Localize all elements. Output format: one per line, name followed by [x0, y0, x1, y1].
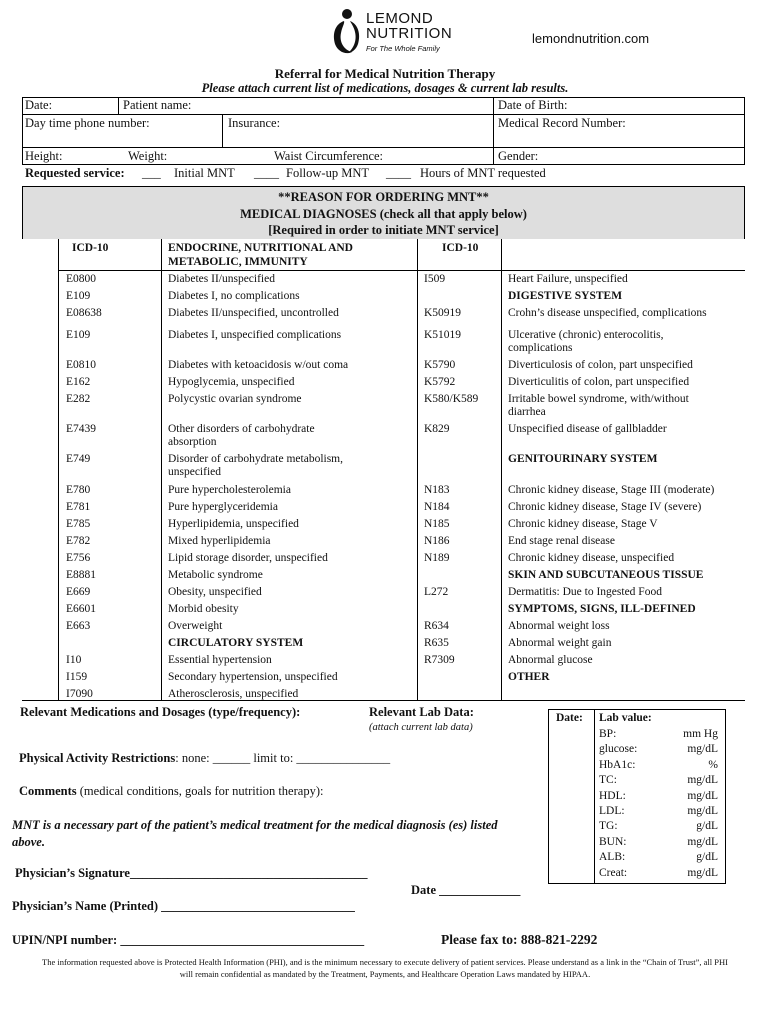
icd-code-right[interactable]: I509 — [424, 273, 446, 285]
patient-info-block — [22, 97, 745, 185]
phone-field[interactable]: Day time phone number: — [25, 116, 150, 130]
diagnosis-description: Atherosclerosis, unspecified — [168, 688, 299, 700]
mnt-statement: MNT is a necessary part of the patient’s medical treatment for the medical diagnosis (es) listed above. — [12, 818, 498, 849]
lab-name: TG: — [599, 820, 618, 833]
section-heading: GENITOURINARY SYSTEM — [508, 453, 658, 465]
diagnosis-description-cont: diarrhea — [508, 406, 546, 418]
diagnosis-description: Irritable bowel syndrome, with/without — [508, 393, 689, 405]
icd-code-left[interactable]: E109 — [66, 329, 91, 341]
icd-code-right[interactable]: N189 — [424, 552, 450, 564]
icd-code-left[interactable]: E109 — [66, 290, 91, 302]
icd-code-right[interactable]: N185 — [424, 518, 450, 530]
diagnosis-description: Chronic kidney disease, unspecified — [508, 552, 675, 564]
icd-code-right[interactable]: L272 — [424, 586, 449, 598]
diagnosis-description: Disorder of carbohydrate metabolism, — [168, 453, 343, 465]
form-title: Referral for Medical Nutrition Therapy — [274, 66, 496, 81]
diagnosis-description: Diverticulitis of colon, part unspecified — [508, 376, 690, 388]
lab-unit[interactable]: mg/dL — [687, 805, 718, 817]
diagnosis-description: Polycystic ovarian syndrome — [168, 393, 302, 405]
logo-wordmark: LEMOND NUTRITION — [366, 10, 453, 42]
form-subtitle: Please attach current list of medications, dosages & current lab results. — [201, 81, 569, 95]
diagnosis-description: Pure hypercholesterolemia — [168, 484, 291, 496]
lab-name: BP: — [599, 728, 617, 740]
icd-code-left[interactable]: E282 — [66, 393, 91, 405]
icd-code-left[interactable]: E782 — [66, 535, 91, 547]
patient-name-field[interactable]: Patient name: — [123, 98, 192, 112]
date-signature-line[interactable]: Date _____________ — [411, 883, 521, 897]
physician-signature-line[interactable]: Physician’s Signature______________________________________ — [15, 866, 368, 880]
section-heading: SKIN AND SUBCUTANEOUS TISSUE — [508, 569, 704, 581]
endocrine-header-1: ENDOCRINE, NUTRITIONAL AND — [168, 242, 353, 254]
diagnosis-description-cont: unspecified — [168, 466, 222, 478]
diagnosis-description: Diverticulosis of colon, part unspecified — [508, 359, 693, 371]
icd-code-right[interactable]: R7309 — [424, 654, 455, 666]
icd-code-left[interactable]: E7439 — [66, 423, 97, 435]
icd-code-left[interactable]: E663 — [66, 620, 91, 632]
icd-code-right[interactable]: R635 — [424, 637, 449, 649]
lab-unit[interactable]: mg/dL — [687, 789, 718, 802]
diagnosis-description: Ulcerative (chronic) enterocolitis, — [508, 329, 664, 341]
icd-code-left[interactable]: I10 — [66, 654, 82, 666]
diagnosis-description: Other disorders of carbohydrate — [168, 423, 315, 435]
initial-mnt-label: Initial MNT — [174, 166, 235, 180]
diagnosis-description: Abnormal weight loss — [508, 620, 610, 632]
diagnosis-description: Unspecified disease of gallbladder — [508, 423, 667, 435]
hipaa-disclaimer: The information requested above is Protected Health Information (PHI), and is the minimum necessary to execute delivery of patient services. Please understand as a link in the “Chain of Trust”, all PHI will remain confidential as mandated by the Treatment, Payments, and Healthcare Operation Laws mandated by HIPAA. — [42, 957, 728, 979]
section-heading: OTHER — [508, 671, 550, 683]
initial-mnt-blank[interactable]: ___ — [142, 166, 161, 180]
icd-code-right[interactable]: K50919 — [424, 307, 462, 319]
icd-code-left[interactable]: E749 — [66, 453, 91, 465]
lab-name: LDL: — [599, 805, 625, 817]
section-heading: CIRCULATORY SYSTEM — [168, 637, 304, 649]
icd-code-left[interactable]: E669 — [66, 586, 91, 598]
diagnosis-description: Chronic kidney disease, Stage IV (severe) — [508, 501, 702, 513]
activity-restrictions[interactable]: Physical Activity Restrictions: none: ______ limit to: _______________ — [19, 751, 391, 765]
icd-code-right[interactable]: K5790 — [424, 359, 456, 371]
date-field[interactable]: Date: — [25, 98, 53, 112]
lab-value-header: Lab value: — [599, 712, 652, 724]
diagnoses-table — [22, 186, 745, 701]
lab-date-header: Date: — [556, 712, 583, 724]
fax-number: Please fax to: 888-821-2292 — [441, 932, 598, 947]
icd-code-left[interactable]: E08638 — [66, 307, 102, 319]
lab-unit[interactable]: % — [708, 758, 718, 771]
website-url: lemondnutrition.com — [532, 31, 650, 46]
section-heading: DIGESTIVE SYSTEM — [508, 290, 623, 302]
icd-code-right[interactable]: K5792 — [424, 376, 456, 388]
diagnosis-description: Chronic kidney disease, Stage III (moderate) — [508, 484, 715, 496]
diagnosis-description: Diabetes II/unspecified — [168, 273, 275, 285]
mrn-field[interactable]: Medical Record Number: — [498, 116, 626, 130]
diagnosis-description: Hypoglycemia, unspecified — [168, 376, 295, 388]
lab-name: Creat: — [599, 866, 628, 879]
diagnosis-description: Metabolic syndrome — [168, 569, 263, 581]
diagnosis-description: Abnormal weight gain — [508, 637, 612, 649]
lab-name: TC: — [599, 774, 617, 787]
dob-field[interactable]: Date of Birth: — [498, 98, 568, 112]
followup-mnt-label: Follow-up MNT — [286, 166, 369, 180]
waist-field[interactable]: Waist Circumference: — [274, 149, 384, 163]
icd-code-left[interactable]: E780 — [66, 484, 91, 496]
diagnosis-description: Abnormal glucose — [508, 654, 593, 666]
hours-blank[interactable]: ____ — [386, 166, 411, 180]
lab-unit[interactable]: mg/dL — [687, 835, 718, 848]
medical-diagnoses-heading: MEDICAL DIAGNOSES (check all that apply below) — [240, 207, 527, 221]
lab-unit[interactable]: mg/dL — [687, 866, 718, 879]
diagnosis-description: Secondary hypertension, unspecified — [168, 671, 338, 683]
icd-code-left[interactable]: E785 — [66, 518, 91, 530]
diagnosis-description: Hyperlipidemia, unspecified — [168, 518, 299, 530]
icd-code-left[interactable]: E8881 — [66, 569, 97, 581]
icd-code-right[interactable]: K51019 — [424, 329, 462, 341]
height-field[interactable]: Height: — [25, 149, 63, 163]
logo-tagline: For The Whole Family — [366, 44, 440, 53]
lab-unit[interactable]: mg/dL — [687, 774, 718, 787]
family-figure-icon — [330, 8, 364, 56]
icd-left-header: ICD-10 — [72, 242, 109, 254]
lab-data-title: Relevant Lab Data: — [369, 705, 474, 719]
lab-name: BUN: — [599, 835, 627, 848]
lab-values-table — [548, 709, 726, 884]
lab-name: glucose: — [599, 743, 638, 756]
diagnosis-description-cont: absorption — [168, 436, 217, 448]
upin-npi-line[interactable]: UPIN/NPI number: _______________________________________ — [12, 933, 365, 947]
icd-code-left[interactable]: E756 — [66, 552, 91, 564]
icd-right-header: ICD-10 — [442, 242, 479, 254]
weight-field[interactable]: Weight: — [128, 149, 168, 163]
lab-name: ALB: — [599, 851, 626, 864]
reason-heading: **REASON FOR ORDERING MNT** — [278, 190, 489, 204]
diagnosis-description: Chronic kidney disease, Stage V — [508, 518, 658, 530]
lab-name: HbA1c: — [599, 758, 636, 771]
icd-code-left[interactable]: E162 — [66, 376, 91, 388]
icd-code-left[interactable]: E0810 — [66, 359, 97, 371]
requested-service-label: Requested service: — [25, 166, 125, 180]
lab-unit[interactable]: g/dL — [696, 851, 718, 864]
icd-code-right[interactable]: N186 — [424, 535, 450, 547]
icd-code-left[interactable]: E0800 — [66, 273, 97, 285]
lab-unit[interactable]: mm Hg — [683, 728, 718, 740]
icd-code-right[interactable]: N183 — [424, 484, 450, 496]
diagnosis-description-cont: complications — [508, 342, 573, 354]
lab-name: HDL: — [599, 789, 626, 802]
diagnosis-description: Pure hyperglyceridemia — [168, 501, 278, 513]
diagnosis-description: Dermatitis: Due to Ingested Food — [508, 586, 662, 598]
diagnosis-description: Lipid storage disorder, unspecified — [168, 552, 328, 564]
diagnosis-description: Diabetes I, no complications — [168, 290, 300, 302]
physician-name-line[interactable]: Physician’s Name (Printed) _______________________________ — [12, 899, 355, 913]
lemond-nutrition-logo — [330, 8, 460, 56]
icd-code-left[interactable]: E781 — [66, 501, 91, 513]
insurance-field[interactable]: Insurance: — [228, 116, 281, 130]
diagnosis-description: Obesity, unspecified — [168, 586, 262, 598]
required-note: [Required in order to initiate MNT service] — [268, 223, 499, 237]
icd-code-left[interactable]: I159 — [66, 671, 88, 683]
medications-label: Relevant Medications and Dosages (type/frequency): — [20, 705, 301, 719]
lab-unit[interactable]: mg/dL — [687, 743, 718, 756]
diagnosis-description: Essential hypertension — [168, 654, 272, 666]
diagnosis-description: Crohn’s disease unspecified, complications — [508, 307, 707, 319]
section-heading: SYMPTOMS, SIGNS, ILL-DEFINED — [508, 603, 696, 615]
diagnosis-description: Diabetes I, unspecified complications — [168, 329, 342, 341]
icd-code-left[interactable]: I7090 — [66, 688, 93, 700]
diagnosis-description: Mixed hyperlipidemia — [168, 535, 271, 547]
icd-code-left[interactable]: E6601 — [66, 603, 97, 615]
gender-field[interactable]: Gender: — [498, 149, 539, 163]
icd-code-right[interactable]: R634 — [424, 620, 449, 632]
diagnosis-description: Diabetes II/unspecified, uncontrolled — [168, 307, 339, 319]
icd-code-right[interactable]: N184 — [424, 501, 450, 513]
lab-unit[interactable]: g/dL — [696, 820, 718, 833]
followup-mnt-blank[interactable]: ____ — [254, 166, 279, 180]
comments-field[interactable]: Comments (medical conditions, goals for nutrition therapy): — [19, 784, 324, 798]
diagnosis-description: End stage renal disease — [508, 535, 615, 547]
endocrine-header-2: METABOLIC, IMMUNITY — [168, 256, 308, 268]
icd-code-right[interactable]: K580/K589 — [424, 393, 479, 405]
hours-label: Hours of MNT requested — [420, 166, 546, 180]
diagnosis-description: Heart Failure, unspecified — [508, 273, 628, 285]
lab-data-note: (attach current lab data) — [369, 722, 473, 733]
diagnosis-description: Overweight — [168, 620, 223, 632]
icd-code-right[interactable]: K829 — [424, 423, 450, 435]
diagnosis-description: Morbid obesity — [168, 603, 239, 615]
diagnosis-description: Diabetes with ketoacidosis w/out coma — [168, 359, 349, 371]
